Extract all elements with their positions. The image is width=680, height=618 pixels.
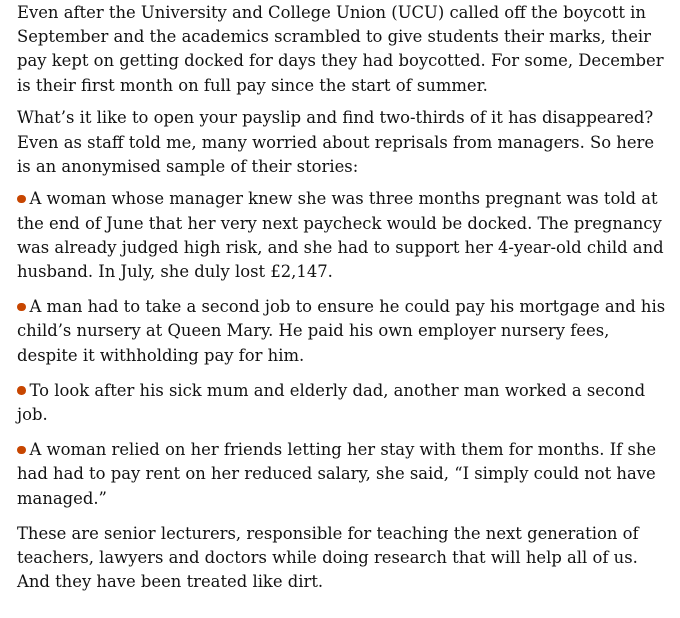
paragraph-senior-lecturers	[17, 522, 666, 595]
paragraph-text: These are senior lecturers, responsible for teaching the next generation of teachers, lawyers and doctors while doing research that will help all of us. And they have been treated like dirt.	[17, 523, 639, 592]
bullet-item-sick-parents	[17, 379, 666, 427]
bullet-dot-icon	[17, 446, 26, 455]
bullet-item-second-job-mortgage	[17, 295, 666, 368]
bullet-item-pregnant-woman	[17, 187, 666, 284]
bullet-dot-icon	[17, 195, 26, 204]
paragraph-payslip-intro	[17, 106, 666, 179]
bullet-text: A woman whose manager knew she was three months pregnant was told at the end of June that her very next paycheck would be docked. The pregnancy was already judged high risk, and she had to support her 4-year-old child and husband. In July, she duly lost £2,147.	[17, 189, 664, 282]
bullet-dot-icon	[17, 303, 26, 312]
paragraph-boycott-pay	[17, 1, 666, 98]
bullet-dot-icon	[17, 386, 26, 395]
bullet-text: A woman relied on her friends letting her stay with them for months. If she had had to pay rent on her reduced salary, she said, “I simply could not have managed.”	[17, 440, 657, 508]
bullet-text: A man had to take a second job to ensure he could pay his mortgage and his child’s nursery at Queen Mary. He paid his own employer nursery fees, despite it withholding pay for him.	[17, 297, 666, 365]
bullet-item-friends-housing	[17, 438, 666, 511]
paragraph-text: Even after the University and College Union (UCU) called off the boycott in September and the academics scrambled to give students their marks, their pay kept on getting docked for days they had boycotted. For some, December is their first month on full pay since the start of summer.	[17, 3, 664, 95]
bullet-text: To look after his sick mum and elderly dad, another man worked a second job.	[17, 380, 646, 425]
paragraph-text: What’s it like to open your payslip and find two-thirds of it has disappeared? Even as staff told me, many worried about reprisals from managers. So here is an anonymised sample of their stories:	[17, 108, 655, 176]
